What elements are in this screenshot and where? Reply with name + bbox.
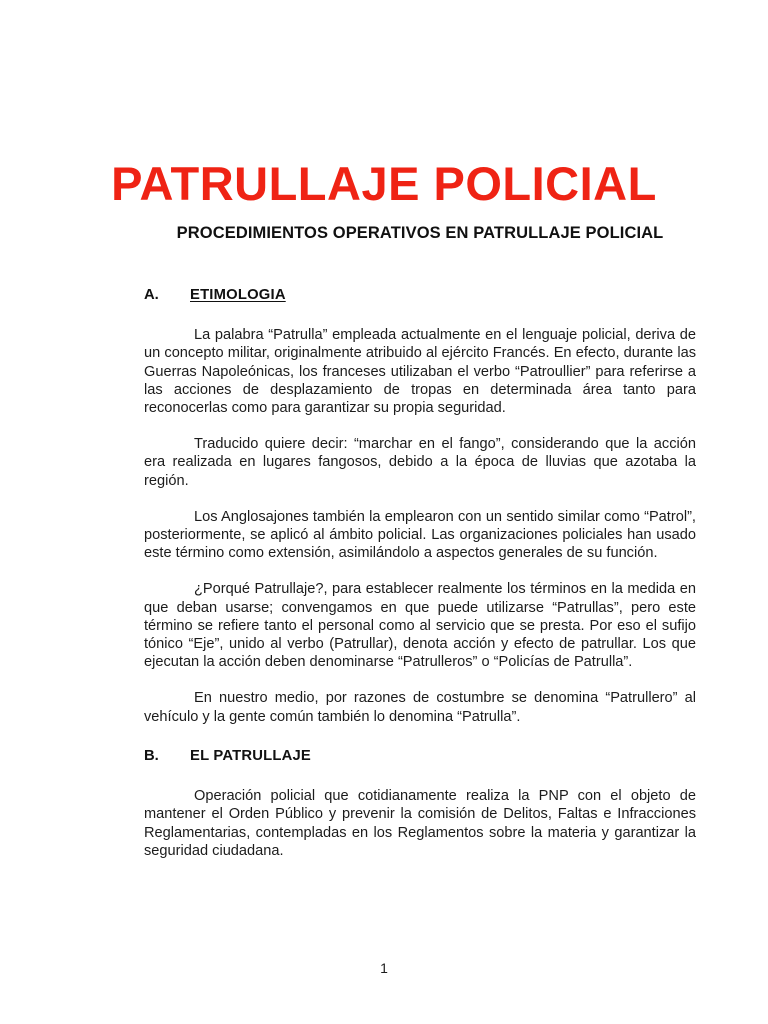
paragraph: Traducido quiere decir: “marchar en el fango”, considerando que la acción era realizada en lugares fangosos, debido a la época de lluvias que azotaba la región.: [144, 436, 696, 489]
spacer: [144, 490, 696, 508]
section-heading-a: [144, 286, 696, 305]
spacer: [144, 562, 696, 580]
spacer: [144, 726, 696, 747]
section-letter-a: A.: [144, 287, 159, 303]
paragraph: Operación policial que cotidianamente realiza la PNP con el objeto de mantener el Orden Público y prevenir la comisión de Delitos, Faltas e Infracciones Reglamentarias, contempladas en los Reglamentos sobre la materia y garantizar la seguridad ciudadana.: [144, 788, 696, 859]
paragraph: Los Anglosajones también la emplearon con un sentido similar como “Patrol”, posteriormente, se aplicó al ámbito policial. Las organizaciones policiales han usado este término como extensión, asimilándolo a aspectos generales de su función.: [144, 508, 696, 562]
section-heading-b: [144, 747, 696, 766]
spacer: [144, 417, 696, 435]
page-title: PATRULLAJE POLICIAL: [111, 157, 657, 211]
page-number: 1: [380, 960, 388, 976]
paragraph: ¿Porqué Patrullaje?, para establecer realmente los términos en la medida en que deban usarse; convengamos en que puede utilizarse “Patrullas”, pero este término se refiere tanto el personal como al servicio que se presta. Por eso el sufijo tónico “Eje”, unido al verbo (Patrullar), denota acción y efecto de patrullar. Los que ejecutan la acción deben denominarse “Patrulleros” o “Policías de Patrulla”.: [144, 581, 696, 671]
paragraph: En nuestro medio, por razones de costumbre se denomina “Patrullero” al vehículo y la gente común también lo denomina “Patrulla”.: [144, 690, 696, 725]
page-subtitle: PROCEDIMIENTOS OPERATIVOS EN PATRULLAJE POLICIAL: [176, 223, 664, 242]
section-title-el-patrullaje: EL PATRULLAJE: [190, 747, 311, 764]
paragraph: La palabra “Patrulla” empleada actualmente en el lenguaje policial, deriva de un concepto militar, originalmente atribuido al ejército Francés. En efecto, durante las Guerras Napoleónicas, los franceses utilizaban el verbo “Patroullier” para referirse a las acciones de desplazamiento de tropas en determinada área tanto para reconocerlas como para garantizar su propia seguridad.: [144, 327, 696, 417]
document-body: [144, 286, 696, 860]
spacer: [144, 671, 696, 689]
section-title-etimologia: ETIMOLOGIA: [190, 287, 286, 303]
spacer: [144, 766, 696, 787]
spacer: [144, 305, 696, 326]
section-letter-b: B.: [144, 747, 159, 764]
